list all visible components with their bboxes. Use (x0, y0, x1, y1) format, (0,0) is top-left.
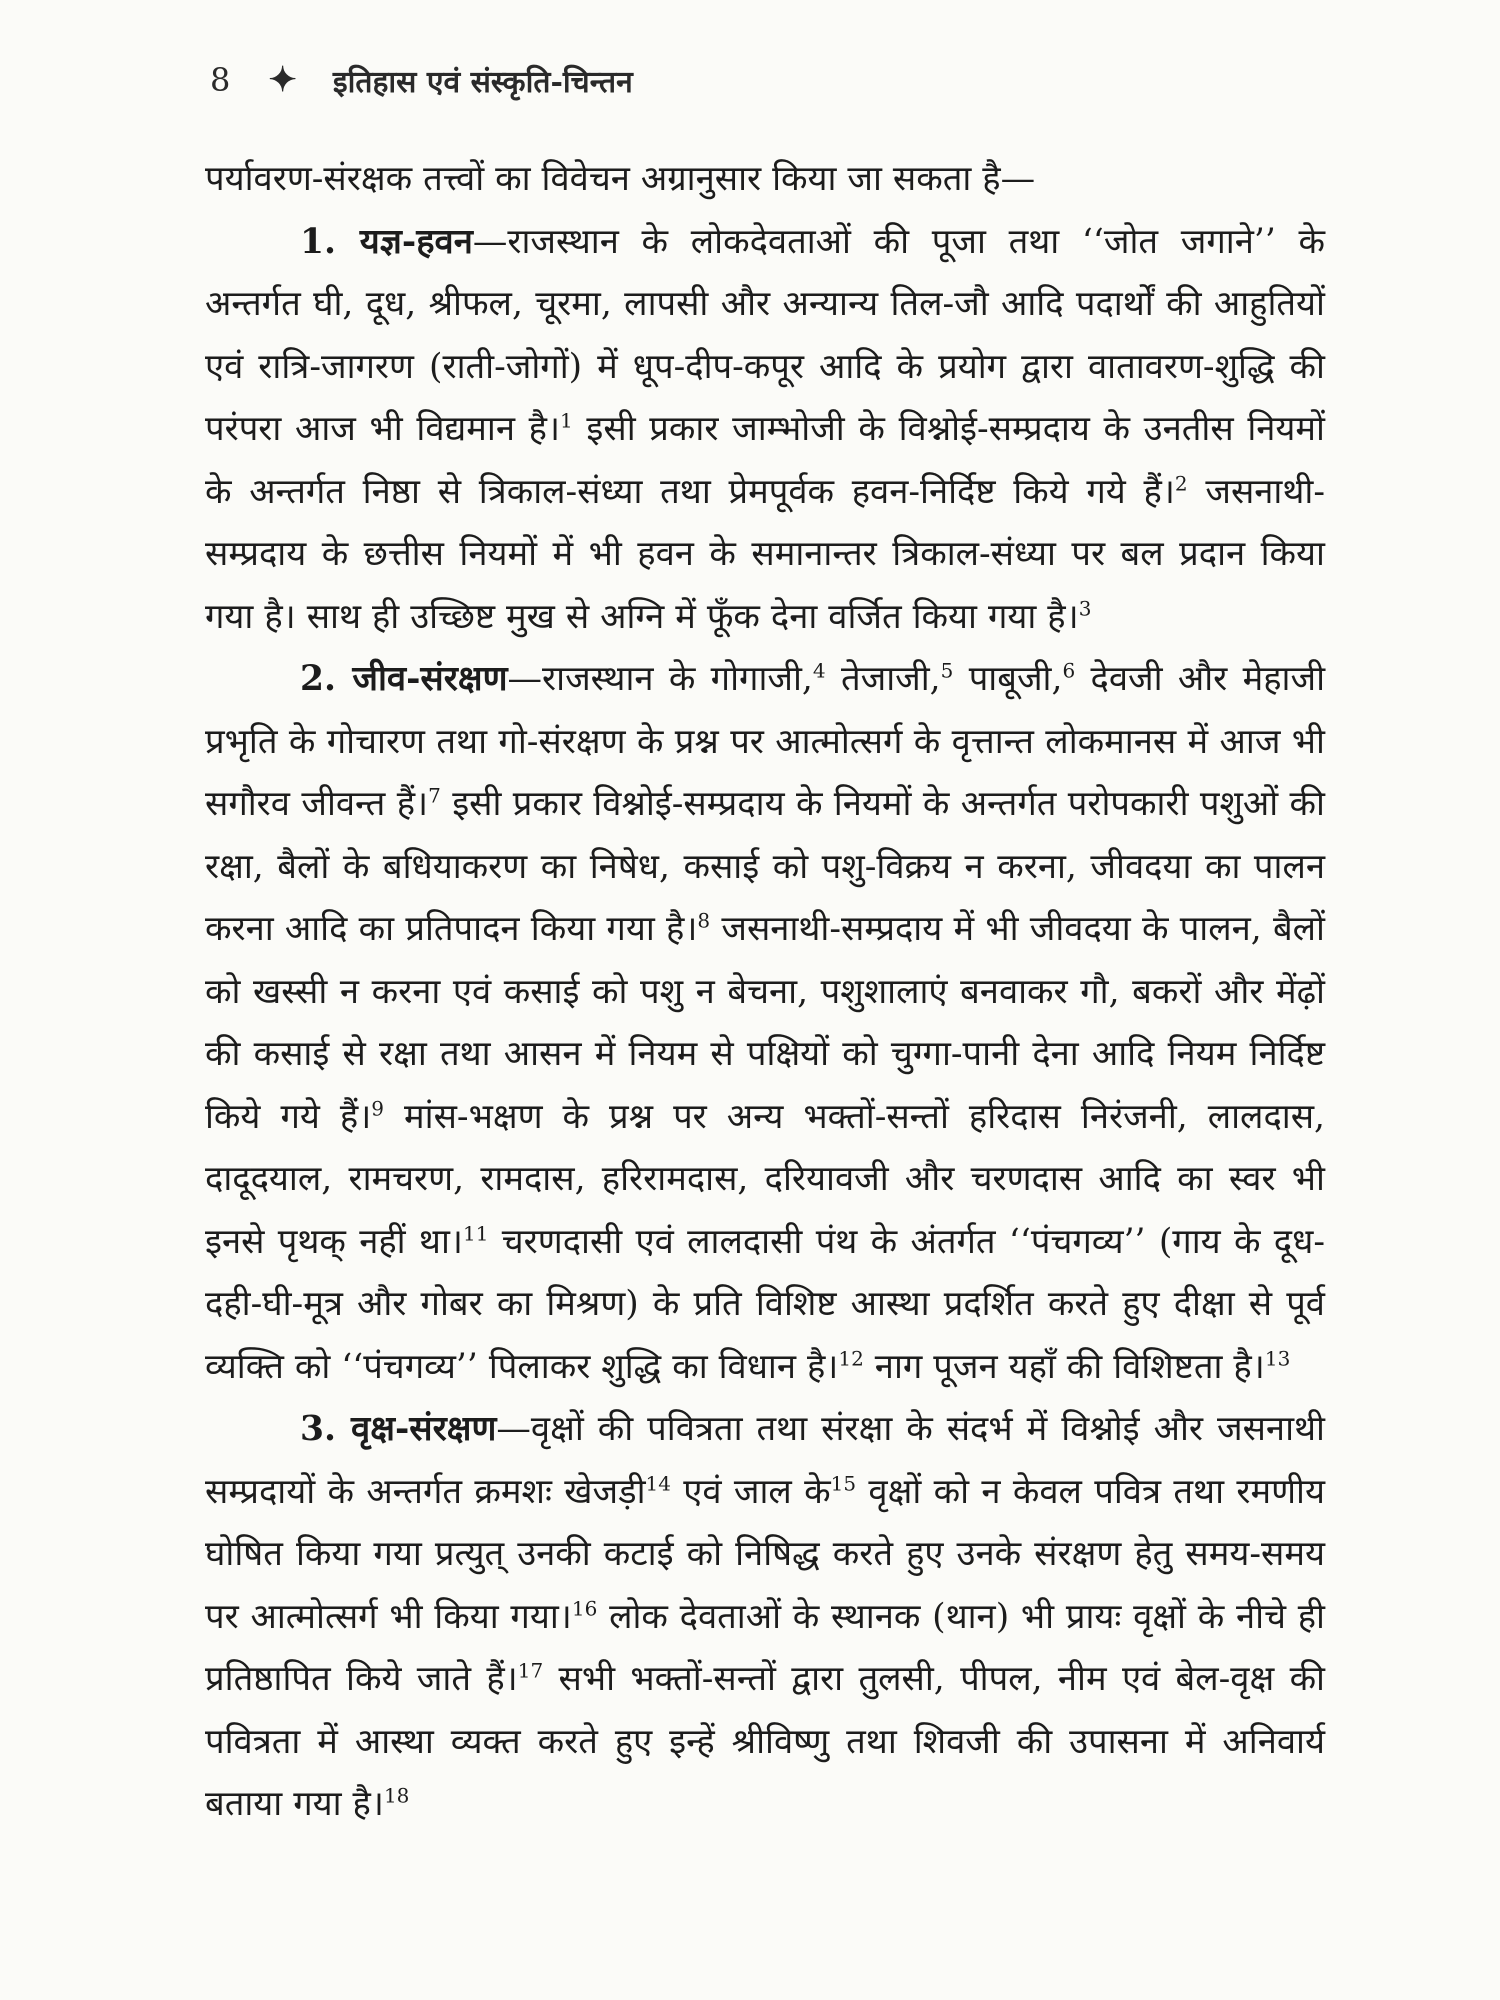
footnote-marker: 13 (1264, 1346, 1291, 1370)
paragraph-text: लोक देवताओं के स्थानक (थान) भी प्रायः वृक्षों के नीचे ही प्रतिष्ठापित किये जाते हैं। (205, 1596, 1325, 1699)
paragraph-text: जसनाथी-सम्प्रदाय में भी जीवदया के पालन, बैलों को खस्सी न करना एवं कसाई को पशु न बेचना, पशुशालाएं बनवाकर गौ, बकरों और मेंढ़ों की कसाई से रक्षा तथा आसन में नियम से पक्षियों को चुग्गा-पानी देना आदि नियम निर्दिष्ट किये गये हैं। (205, 909, 1325, 1137)
footnote-marker: 5 (940, 658, 954, 683)
paragraph-text: जसनाथी-सम्प्रदाय के छत्तीस नियमों में भी हवन के समानान्तर त्रिकाल-संध्या पर बल प्रदान किया गया है। साथ ही उच्छिष्ट मुख से अग्नि में फूँक देना वर्जित किया गया है। (205, 471, 1326, 637)
section-paragraph (205, 211, 1325, 649)
paragraph-text: —राजस्थान के लोकदेवताओं की पूजा तथा ‘‘जोत जगाने’’ के अन्तर्गत घी, दूध, श्रीफल, चूरमा, लापसी और अन्यान्य तिल-जौ आदि पदार्थों की आहुतियों एवं रात्रि-जागरण (राती-जोगों) में धूप-दीप-कपूर आदि के प्रयोग द्वारा वातावरण-शुद्धि की परंपरा आज भी विद्यमान है। (205, 221, 1325, 449)
section-heading: 1. यज्ञ-हवन (300, 221, 473, 262)
footnote-marker: 17 (517, 1658, 544, 1683)
paragraph-text: इसी प्रकार विश्नोई-सम्प्रदाय के नियमों के अन्तर्गत परोपकारी पशुओं की रक्षा, बैलों के बधियाकरण का निषेध, कसाई को पशु-विक्रय न करना, जीवदया का पालन करना आदि का प्रतिपादन किया गया है। (205, 784, 1325, 949)
page-number: 8 (210, 61, 231, 99)
paragraph-text: चरणदासी एवं लालदासी पंथ के अंतर्गत ‘‘पंचगव्य’’ (गाय के दूध-दही-घी-मूत्र और गोबर का मिश्रण) के प्रति विशिष्ट आस्था प्रदर्शित करते हुए दीक्षा से पूर्व व्यक्ति को ‘‘पंचगव्य’’ पिलाकर शुद्धि का विधान है। (205, 1221, 1326, 1387)
paragraph-text: —राजस्थान के गोगाजी, (507, 659, 813, 699)
paragraph-text: इसी प्रकार जाम्भोजी के विश्नोई-सम्प्रदाय के उनतीस नियमों के अन्तर्गत निष्ठा से त्रिकाल-संध्या तथा प्रेमपूर्वक हवन-निर्दिष्ट किये गये हैं। (205, 409, 1325, 512)
section-paragraph (205, 1398, 1325, 1836)
paragraph-text: नाग पूजन यहाँ की विशिष्टता है। (863, 1346, 1265, 1387)
footnote-marker: 15 (830, 1471, 857, 1495)
footnote-marker: 6 (1062, 658, 1076, 683)
paragraph-text: सभी भक्तों-सन्तों द्वारा तुलसी, पीपल, नीम एवं बेल-वृक्ष की पवित्रता में आस्था व्यक्त करते हुए इन्हें श्रीविष्णु तथा शिवजी की उपासना में अनिवार्य बताया गया है। (205, 1659, 1325, 1824)
footnote-marker: 14 (645, 1471, 671, 1495)
section-heading: 3. वृक्ष-संरक्षण (300, 1409, 497, 1449)
body-text (205, 148, 1325, 1836)
paragraph-text: तेजाजी, (825, 659, 941, 699)
footnote-marker: 3 (1078, 596, 1092, 620)
footnote-marker: 18 (383, 1783, 410, 1808)
star-ornament-icon: ✦ (268, 60, 297, 100)
footnote-marker: 4 (812, 658, 826, 683)
intro-text: पर्यावरण-संरक्षक तत्त्वों का विवेचन अग्रानुसार किया जा सकता है— (205, 159, 1036, 199)
footnote-marker: 7 (428, 783, 441, 808)
footnote-marker: 16 (571, 1596, 598, 1620)
paragraph-text: पाबूजी, (953, 659, 1063, 699)
paragraph-text: एवं जाल के (670, 1471, 831, 1512)
paragraph-text: वृक्षों को न केवल पवित्र तथा रमणीय घोषित किया गया प्रत्युत् उनकी कटाई को निषिद्ध करते हुए उनके संरक्षण हेतु समय-समय पर आत्मोत्सर्ग भी किया गया। (205, 1471, 1325, 1637)
intro-paragraph (205, 148, 1325, 211)
section-paragraph (205, 648, 1325, 1398)
running-header (210, 50, 1310, 110)
footnote-marker: 8 (697, 908, 711, 933)
book-title: इतिहास एवं संस्कृति-चिन्तन (332, 64, 633, 100)
footnote-marker: 12 (838, 1346, 864, 1370)
footnote-marker: 1 (560, 408, 573, 433)
paragraph-text: देवजी और मेहाजी प्रभृति के गोचारण तथा गो-संरक्षण के प्रश्न पर आत्मोत्सर्ग के वृत्तान्त लोकमानस में आज भी सगौरव जीवन्त हैं। (205, 659, 1326, 824)
footnote-marker: 9 (371, 1096, 385, 1120)
footnote-marker: 2 (1174, 471, 1188, 495)
section-heading: 2. जीव-संरक्षण (300, 659, 508, 699)
paragraph-text: —वृक्षों की पवित्रता तथा संरक्षा के संदर्भ में विश्नोई और जसनाथी सम्प्रदायों के अन्तर्गत क्रमशः खेजड़ी (205, 1409, 1325, 1512)
footnote-marker: 11 (462, 1221, 489, 1245)
paragraph-text: मांस-भक्षण के प्रश्न पर अन्य भक्तों-सन्तों हरिदास निरंजनी, लालदास, दादूदयाल, रामचरण, रामदास, हरिरामदास, दरियावजी और चरणदास आदि का स्वर भी इनसे पृथक् नहीं था। (205, 1096, 1325, 1262)
